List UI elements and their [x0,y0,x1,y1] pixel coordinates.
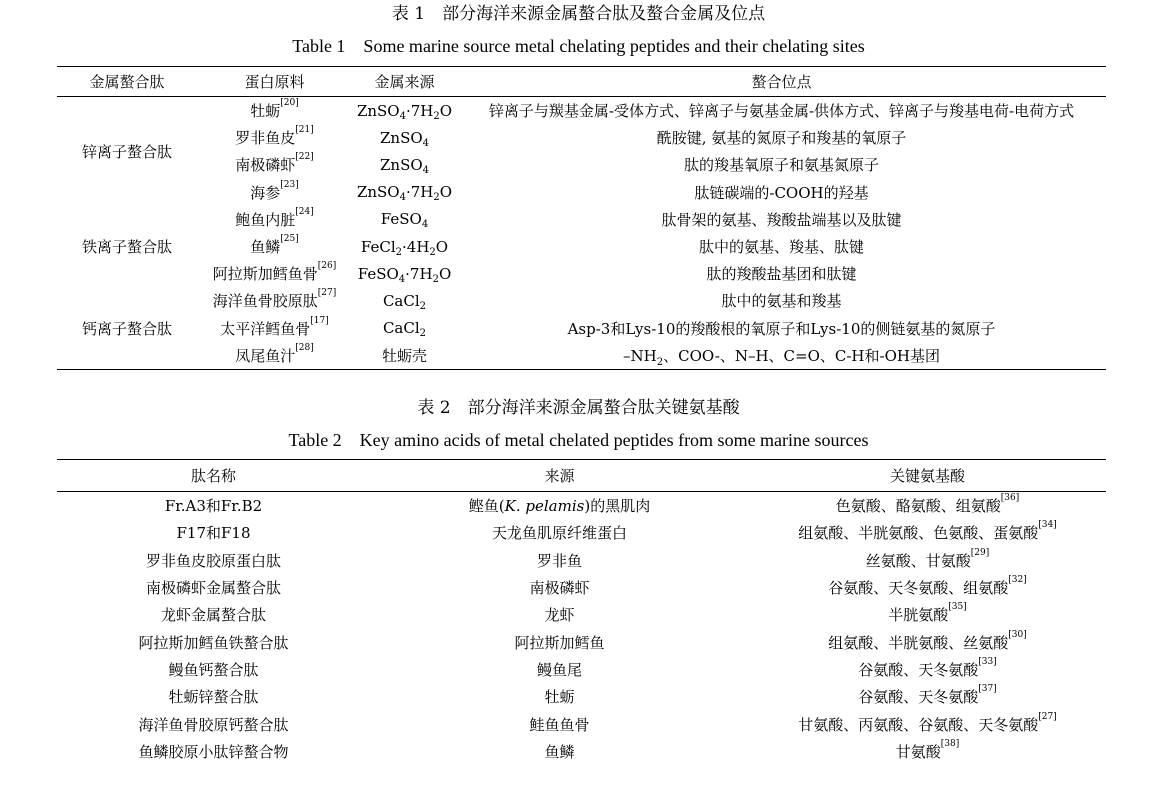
table1-header-material: 蛋白原料 [197,67,352,97]
table2-amino-acids-cell [749,683,1106,710]
table1-chelating-sites: 肽骨架的氨基、羧酸盐端基以及肽键 [661,210,902,229]
table2-amino-acids-cell [749,519,1106,546]
table1-chelating-sites: 肽链碳端的-COOH的羟基 [694,183,869,202]
table2-header-name: 肽名称 [57,460,370,492]
table1-metal-source: $FeCl_2\cdot 4H_2O$ [360,237,449,258]
table1-row [57,97,1106,125]
table1-metal-source: 牡蛎壳 [381,346,427,365]
table2-ref: [34] [1038,520,1057,531]
table1-caption-en: Table 1 Some marine source metal chelating peptides and their chelating sites [292,36,865,56]
table2-amino-acids: 谷氨酸、天冬氨酸 [858,688,979,707]
table1-metal-source: $FeSO_4\cdot 7H_2O$ [357,264,452,285]
table1-ref: [24] [295,206,314,217]
table2-body [57,492,1106,765]
table2-caption-cn: 表 2 部分海洋来源金属螯合肽关键氨基酸 [417,398,740,418]
table1-metal-source: CaCl$_2$ [382,319,427,340]
table2-amino-acids: 谷氨酸、天冬氨酸 [858,660,979,679]
table2-amino-acids: 半胱氨酸 [888,606,949,625]
table1-body [57,97,1106,370]
table1-row [57,206,1106,233]
table1-chelating-sites: 肽中的氨基、羧基、肽键 [698,238,864,257]
table2-header-amino: 关键氨基酸 [749,460,1106,492]
table2-source: 天龙鱼肌原纤维蛋白 [491,524,627,543]
table1-header-metal: 金属来源 [352,67,457,97]
table2-row [57,492,1106,520]
table2-amino-acids: 甘氨酸 [895,742,941,761]
table2-ref: [38] [940,738,960,749]
table1-row [57,124,1106,151]
table2-ref: [30] [1008,629,1027,640]
table2-amino-acids: 谷氨酸、天冬氨酸、组氨酸 [828,579,1009,598]
table1-ref: [27] [317,288,337,299]
table2-ref: [27] [1038,711,1057,722]
table1-material-cell [197,124,352,151]
table2-source: 鲣鱼(K. pelamis)的黑肌肉 [468,497,651,516]
table2-source: 鲑鱼鱼骨 [529,715,590,734]
table1 [57,66,1106,370]
table1-material-cell [197,287,352,314]
table2-peptide-name: F17和F18 [176,524,251,543]
table2-source: 罗非鱼 [536,551,582,570]
table2-source: 阿拉斯加鳕鱼 [514,633,605,652]
table2-ref: [32] [1008,575,1027,586]
table1-row [57,233,1106,260]
table1-material: 罗非鱼皮 [235,129,296,148]
table1-group-label: 铁离子螯合肽 [81,238,172,257]
table2-source: 龙虾 [544,606,575,625]
table1-material: 鱼鳞 [250,238,281,257]
table1-material-cell [197,151,352,178]
table1-ref: [22] [295,152,314,163]
table2-amino-acids-cell [749,738,1106,765]
table2-amino-acids: 丝氨酸、甘氨酸 [865,551,971,570]
table1-ref: [26] [317,261,337,272]
table2-peptide-name: Fr.A3和Fr.B2 [164,497,263,516]
table1-metal-source: ZnSO$_4$ [379,155,430,176]
table1-chelating-sites: $-NH_2$、COO-、N–H、C=O、C-H和-OH基团 [623,346,940,368]
table1-header-peptide: 金属螯合肽 [57,67,197,97]
table1-row [57,260,1106,287]
table1-row [57,342,1106,370]
table1-material-cell [197,97,352,125]
table2-amino-acids-cell [749,628,1106,655]
table1-material: 阿拉斯加鳕鱼骨 [212,265,318,284]
table1-ref: [28] [295,342,314,353]
table1-group-label: 锌离子螯合肽 [81,142,172,161]
table2-ref: [35] [948,602,967,613]
table1-ref: [23] [280,179,299,190]
table1-chelating-sites: 肽的羧酸盐基团和肽键 [706,265,857,284]
table1-chelating-sites: 锌离子与羰基金属-受体方式、锌离子与氨基金属-供体方式、锌离子与羧基电荷-电荷方式 [488,102,1075,121]
table1-metal-source: $ZnSO_4\cdot 7H_2O$ [356,183,453,204]
table2-ref: [37] [978,684,997,695]
table2-row [57,683,1106,710]
table1-ref: [17] [310,315,329,326]
table2-amino-acids: 组氨酸、半胱氨酸、色氨酸、蛋氨酸 [798,524,1039,543]
table1-chelating-sites: 酰胺键, 氨基的氮原子和羧基的氧原子 [656,129,907,148]
table2-amino-acids-cell [749,547,1106,574]
table2-source: 南极磷虾 [529,579,590,598]
table2-peptide-name: 鱼鳞胶原小肽锌螯合物 [138,742,289,761]
table1-material: 凤尾鱼汁 [235,346,296,365]
table1-metal-source: FeSO$_4$ [380,210,429,231]
table2-row [57,519,1106,546]
table1-material: 海参 [250,183,281,202]
table1-metal-source: CaCl$_2$ [382,291,427,312]
table2-amino-acids-cell [749,574,1106,601]
table2-row [57,574,1106,601]
table1-header-sites: 螯合位点 [457,67,1106,97]
table1-caption-cn: 表 1 部分海洋来源金属螯合肽及螯合金属及位点 [391,4,766,24]
table1-material: 南极磷虾 [235,156,296,175]
table2-row [57,547,1106,574]
table1-row [57,287,1106,314]
table2-row [57,601,1106,628]
table1-metal-source: $ZnSO_4\cdot 7H_2O$ [356,101,453,122]
table1-group-label: 钙离子螯合肽 [57,287,197,369]
table1-material: 太平洋鳕鱼骨 [220,319,311,338]
table2-amino-acids-cell [749,710,1106,737]
table2-peptide-name: 牡蛎锌螯合肽 [168,688,259,707]
table2-peptide-name: 南极磷虾金属螯合肽 [145,579,281,598]
table2-amino-acids-cell [749,492,1106,520]
table1-material-cell [197,342,352,370]
table2-amino-acids-cell [749,601,1106,628]
table2-row [57,656,1106,683]
table1-material: 牡蛎 [250,102,281,121]
table1-metal-source: ZnSO$_4$ [379,128,430,149]
table1-ref: [25] [280,234,299,245]
table1-chelating-sites: 肽中的氨基和羧基 [721,292,842,311]
table1-row [57,315,1106,342]
table2-header-source: 来源 [370,460,749,492]
table1-material: 鲍鱼内脏 [235,210,296,229]
table2-peptide-name: 海洋鱼骨胶原钙螯合肽 [138,715,289,734]
table2-amino-acids: 组氨酸、半胱氨酸、丝氨酸 [828,633,1009,652]
table1-ref: [20] [280,98,299,109]
table2-peptide-name: 阿拉斯加鳕鱼铁螯合肽 [138,633,289,652]
table1-material-cell [197,315,352,342]
table2-ref: [33] [978,656,997,667]
table1-material-cell [197,206,352,233]
table1-material-cell [197,179,352,206]
table2-row [57,710,1106,737]
table2-amino-acids: 色氨酸、酪氨酸、组氨酸 [835,497,1001,516]
table2-source: 鳗鱼尾 [536,660,582,679]
table1-row [57,179,1106,206]
table1-material: 海洋鱼骨胶原肽 [212,292,318,311]
table2-peptide-name: 龙虾金属螯合肽 [160,606,266,625]
table2-peptide-name: 鳗鱼钙螯合肽 [168,660,259,679]
table1-material-cell [197,233,352,260]
table2-ref: [36] [1000,493,1020,504]
table2-ref: [29] [970,547,990,558]
table1-chelating-sites: 肽的羧基氧原子和氨基氮原子 [683,156,879,175]
table2-peptide-name: 罗非鱼皮胶原蛋白肽 [145,551,281,570]
table1-ref: [21] [295,125,314,136]
table2-source: 鱼鳞 [544,742,575,761]
table2-amino-acids: 甘氨酸、丙氨酸、谷氨酸、天冬氨酸 [798,715,1039,734]
table2 [57,459,1106,765]
table2-source: 牡蛎 [544,688,575,707]
table1-chelating-sites: Asp-3和Lys-10的羧酸根的氧原子和Lys-10的侧链氨基的氮原子 [567,319,996,338]
table2-row [57,628,1106,655]
table1-material-cell [197,260,352,287]
table1-row [57,151,1106,178]
table2-caption-en: Table 2 Key amino acids of metal chelated peptides from some marine sources [288,430,869,450]
table2-row [57,738,1106,765]
table2-amino-acids-cell [749,656,1106,683]
